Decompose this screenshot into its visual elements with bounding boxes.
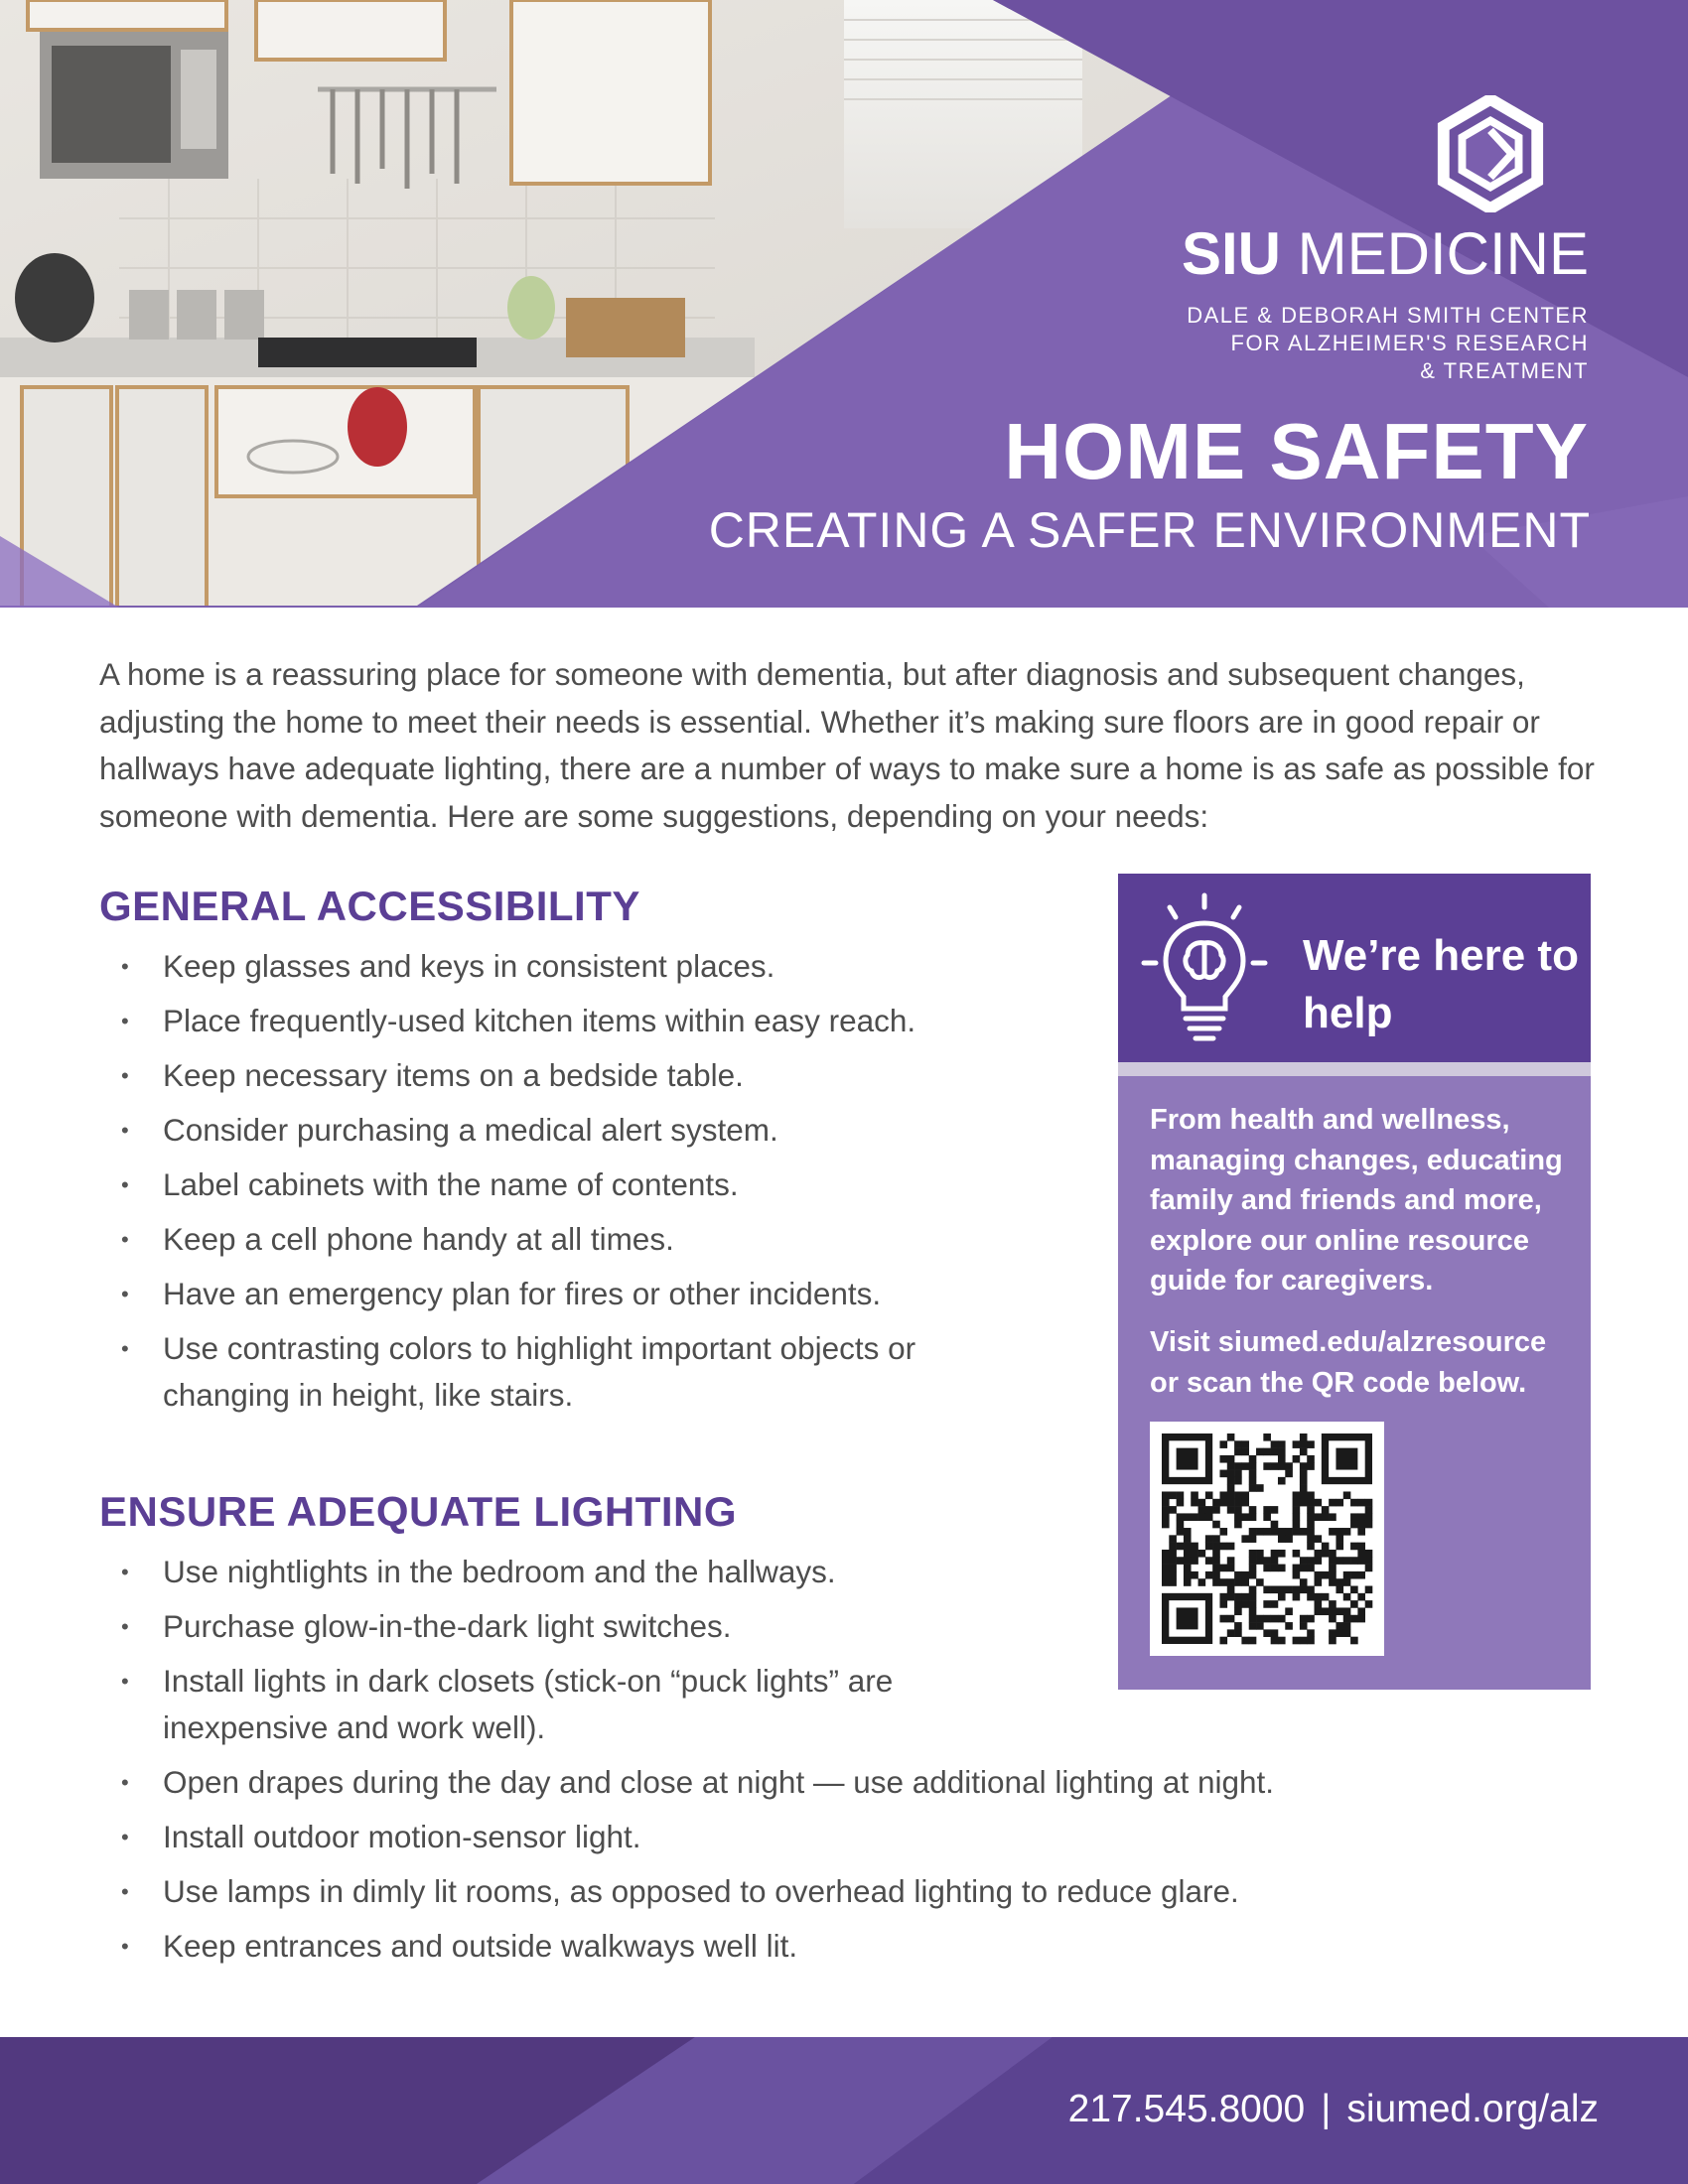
help-box-header <box>1118 874 1591 1062</box>
general-accessibility-list <box>119 943 1033 1427</box>
list-item: • Keep glasses and keys in consistent places. <box>119 943 1033 990</box>
list-item: • Use lamps in dimly lit rooms, as opposed to overhead lighting to reduce glare. <box>119 1868 1410 1915</box>
brand-light: MEDICINE <box>1297 220 1589 287</box>
footer-separator: | <box>1321 2088 1332 2130</box>
footer-contact <box>1068 2085 1599 2134</box>
siu-medicine-logo <box>1432 95 1549 212</box>
help-box <box>1118 874 1591 1690</box>
center-name-line: FOR ALZHEIMER'S RESEARCH <box>1230 331 1589 355</box>
help-visit-link[interactable]: Visit siumed.edu/alzresource or scan the QR code below. <box>1150 1326 1547 1399</box>
page-title: HOME SAFETY <box>1004 407 1589 495</box>
brand-name <box>1182 222 1589 286</box>
section-heading-general-accessibility: GENERAL ACCESSIBILITY <box>99 883 640 929</box>
brand-bold: SIU <box>1181 220 1281 287</box>
footer-phone[interactable]: 217.545.8000 <box>1067 2088 1306 2130</box>
list-item: • Consider purchasing a medical alert system. <box>119 1107 1033 1154</box>
page-subtitle: CREATING A SAFER ENVIRONMENT <box>708 502 1591 558</box>
center-name-line: DALE & DEBORAH SMITH CENTER <box>1187 303 1589 328</box>
list-item: • Use nightlights in the bedroom and the hallways. <box>119 1549 1410 1595</box>
list-item: • Place frequently-used kitchen items within easy reach. <box>119 998 1033 1044</box>
center-name-line: & TREATMENT <box>1420 358 1589 383</box>
list-item: • Label cabinets with the name of contents. <box>119 1161 1033 1208</box>
qr-code[interactable] <box>1150 1422 1384 1656</box>
list-item: • Open drapes during the day and close at night — use additional lighting at night. <box>119 1759 1410 1806</box>
footer-bar <box>0 2037 1688 2184</box>
header-banner <box>0 0 1688 608</box>
qr-code-graphic <box>1150 1422 1384 1656</box>
footer-url[interactable]: siumed.org/alz <box>1346 2088 1599 2130</box>
list-item: • Use contrasting colors to highlight important objects or changing in height, like stairs. <box>119 1325 1033 1419</box>
list-item: • Keep a cell phone handy at all times. <box>119 1216 1033 1263</box>
list-item: • Install lights in dark closets (stick-on “puck lights” are inexpensive and work well). <box>119 1658 973 1751</box>
list-item: • Have an emergency plan for fires or other incidents. <box>119 1271 1033 1317</box>
help-divider <box>1118 1062 1591 1076</box>
list-item: • Keep necessary items on a bedside table. <box>119 1052 1033 1099</box>
center-name <box>1187 302 1589 385</box>
list-item: • Keep entrances and outside walkways well lit. <box>119 1923 1410 1970</box>
list-item: • Install outdoor motion-sensor light. <box>119 1814 1410 1860</box>
intro-paragraph: A home is a reassuring place for someone with dementia, but after diagnosis and subsequent changes, adjusting the home to meet their needs is essential. Whether it’s making sure floors are in good repair or hallways have adequate lighting, there are a number of ways to make sure a home is as safe as possible for someone with dementia. Here are some suggestions, depending on your needs: <box>99 656 1595 834</box>
help-title: We’re here to help <box>1303 931 1579 1037</box>
section-heading-adequate-lighting: ENSURE ADEQUATE LIGHTING <box>99 1488 738 1535</box>
list-item: • Purchase glow-in-the-dark light switches. <box>119 1603 1410 1650</box>
lightbulb-brain-icon <box>1140 891 1269 1050</box>
help-body: From health and wellness, managing changes, educating family and friends and more, explore our online resource guide for caregivers. <box>1150 1104 1563 1297</box>
